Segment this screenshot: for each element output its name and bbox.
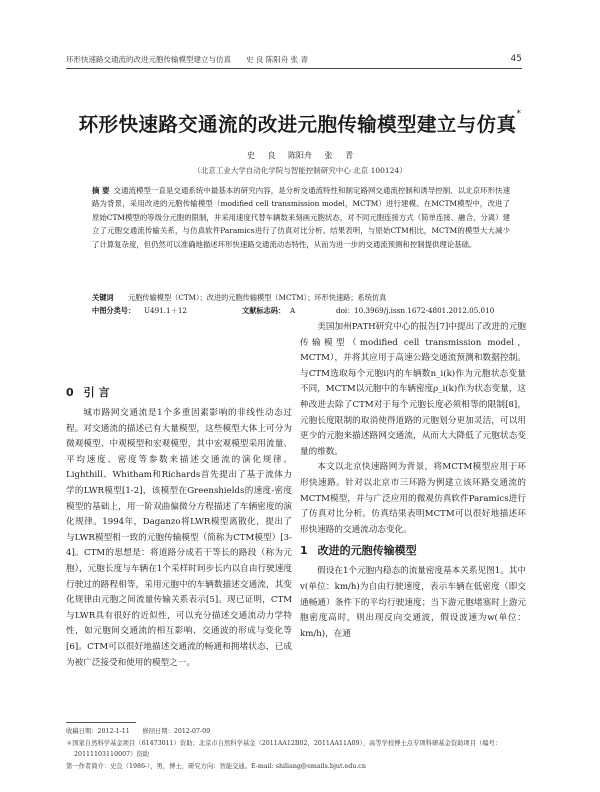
footnote-fund-cont: 20111103110007）资助 xyxy=(74,751,149,758)
footnotes xyxy=(66,726,522,772)
footnote-author: 第一作者简介：史良（1986-），男，博士，研究方向：智能交通。E-mail: shiliang@emails.bjut.edu.cn xyxy=(66,762,366,770)
intro-paragraph: 城市路网交通流是1个多重因素影响的非线性动态过程。对交通流的描述已有大量模型，这些模型大体上可分为微观模型、中观模型和宏观模型，其中宏观模型采用流量、平均速度、密度等参数来描述交通流的演化规律。Lighthill、Whitham和Richards首先提出了基于流体力学的LWR模型[1-2]，该模型在Greenshields的速度-密度模型的基础上，用一阶双曲偏微分方程描述了车辆密度的演化规律。1994年，Daganzo将LWR模型离散化，提出了与LWR模型相一致的元胞传输模型（简称为CTM模型）[3-4]。CTM的思想是：将道路分成若干等长的路段（称为元胞），元胞长度与车辆在1个采样时间步长内以自由行驶速度行驶过的路程相等，采用元胞中的车辆数描述交通流，其变化规律由元胞之间流量传输关系表示[5]。现已证明，CTM与LWR具有很好的近似性，可以充分描述交通流动力学特性，如元胞间交通流的相互影响、交通波的形成与变化等[6]。CTM可以很好地描述交通流的畅通和拥堵状态，已成为被广泛接受和使用的模型之一。 xyxy=(66,408,292,668)
running-authors: 史 良 陈阳舟 张 青 xyxy=(246,55,309,64)
section-number: 0 xyxy=(66,386,74,399)
title-footnote-mark: * xyxy=(516,109,522,119)
received-date: 2012-1-11 xyxy=(97,728,130,735)
article-title-text: 环形快速路交通流的改进元胞传输模型建立与仿真 xyxy=(78,113,517,136)
section-number: 1 xyxy=(300,544,308,558)
author: 陈阳舟 xyxy=(288,151,312,160)
section-title: 引 言 xyxy=(83,386,110,399)
doi-label: doi： xyxy=(336,306,355,315)
revised-date: 2012-07-09 xyxy=(173,728,211,735)
clc-value: U491.1＋12 xyxy=(144,306,187,315)
running-header xyxy=(66,54,522,68)
article-title xyxy=(0,109,600,137)
section-heading xyxy=(66,380,292,406)
section-title: 改进的元胞传输模型 xyxy=(317,544,417,558)
body-paragraph: 假设在1个元胞内稳态的流量密度基本关系见图1。其中v(单位：km/h)为自由行驶速度，表示车辆在低密度（即交通畅通）条件下的平均行驶速度；当下游元胞堵塞时上游元胞密度高时，则出现反向交通波，假设波速为w(单位：km/h)，在通 xyxy=(300,566,526,639)
article-metadata xyxy=(92,291,510,317)
header-rule xyxy=(66,68,522,69)
abstract-text: 交通流模型一直是交通系统中最基本的研究内容，是分析交通流特性和制定路网交通流控制和诱导控制、以北京环形快速路为背景，采用改进的元胞传输模型（modified cell transmission model，MCTM）进行建模。在MCTM模型中，改进了原始CTM模型的等级分元胞的限制，并采用速度代替车辆数来刻画元胞状态，对不同元胞连接方式（简单连接、融合、分离）建立了元胞交通流传输关系，与仿真软件Paramics进行了仿真对比分析。结果表明，与原始CTM相比，MCTM的模型大大减少了计算复杂度，但仍然可以准确地描述环形快速路交通流动态特性，从而为进一步的交通流预测和控制提供理论基础。 xyxy=(92,186,510,249)
classification-row xyxy=(92,304,510,317)
author: 史 良 xyxy=(246,151,276,160)
footnote-dates xyxy=(66,726,522,738)
running-title: 环形快速路交通流的改进元胞传输模型建立与仿真 xyxy=(66,55,231,64)
clc-label: 中图分类号： xyxy=(92,306,136,315)
page-number: 45 xyxy=(510,54,522,64)
abstract xyxy=(92,184,510,251)
section-heading xyxy=(300,538,526,564)
doc-code-value: A xyxy=(290,306,296,315)
footnote-fund: ＊国家自然科学基金项目（61473011）资助；北京市自然科学基金（2011AA12B02，2011AA11A09）、高等学校博士点专项科研基金资助项目（编号： xyxy=(66,739,502,747)
footnote-rule xyxy=(66,722,136,723)
running-header-text xyxy=(66,54,308,65)
author-list xyxy=(0,150,600,161)
revised-label: 修回日期： xyxy=(142,728,174,735)
intro-paragraph: 本文以北京快速路网为背景，将MCTM模型应用于环形快速路。针对以北京市三环路为例建立该环路交通流的MCTM模型，并与广泛应用的微观仿真软件Paramics进行了仿真对比分析。仿真结果表明MCTM可以很好地描述环形快速路的交通流动态变化。 xyxy=(300,462,526,535)
keywords-label: 关键词 xyxy=(92,293,114,302)
intro-paragraph: 美国加州PATH研究中心的报告[7]中提出了改进的元胞传输模型（modified cell transmission model，MCTM），并将其应用于高速公路交通流预测和数据控制。与CTM选取每个元胞i内的车辆数n_i(k)作为元胞状态变量不同，MCTM以元胞中的车辆密度ρ_i(k)作为状态变量，这种改进去除了CTM对于每个元胞长度必须相等的限制[8]，元胞长度限制的取消使得道路的元胞划分更加灵活，可以用更少的元胞来描述路网交通流，从而大大降低了元胞状态变量的维数。 xyxy=(300,322,526,457)
doc-code-label: 文献标志码： xyxy=(242,306,286,315)
author: 张 青 xyxy=(324,151,354,160)
left-column xyxy=(66,380,292,671)
right-column xyxy=(300,320,526,642)
keywords-text: 元胞传输模型（CTM）；改进的元胞传输模型（MCTM）；环形快速路；系统仿真 xyxy=(128,293,387,302)
doi-value: 10.3969/j.issn 1672-4801.2012.05.010 xyxy=(354,306,495,315)
keywords-row xyxy=(92,291,510,304)
affiliation: （北京工业大学自动化学院与智能控制研究中心 北京 100124） xyxy=(193,166,407,175)
abstract-label: 摘 要 xyxy=(92,186,110,195)
received-label: 收稿日期： xyxy=(66,728,98,735)
